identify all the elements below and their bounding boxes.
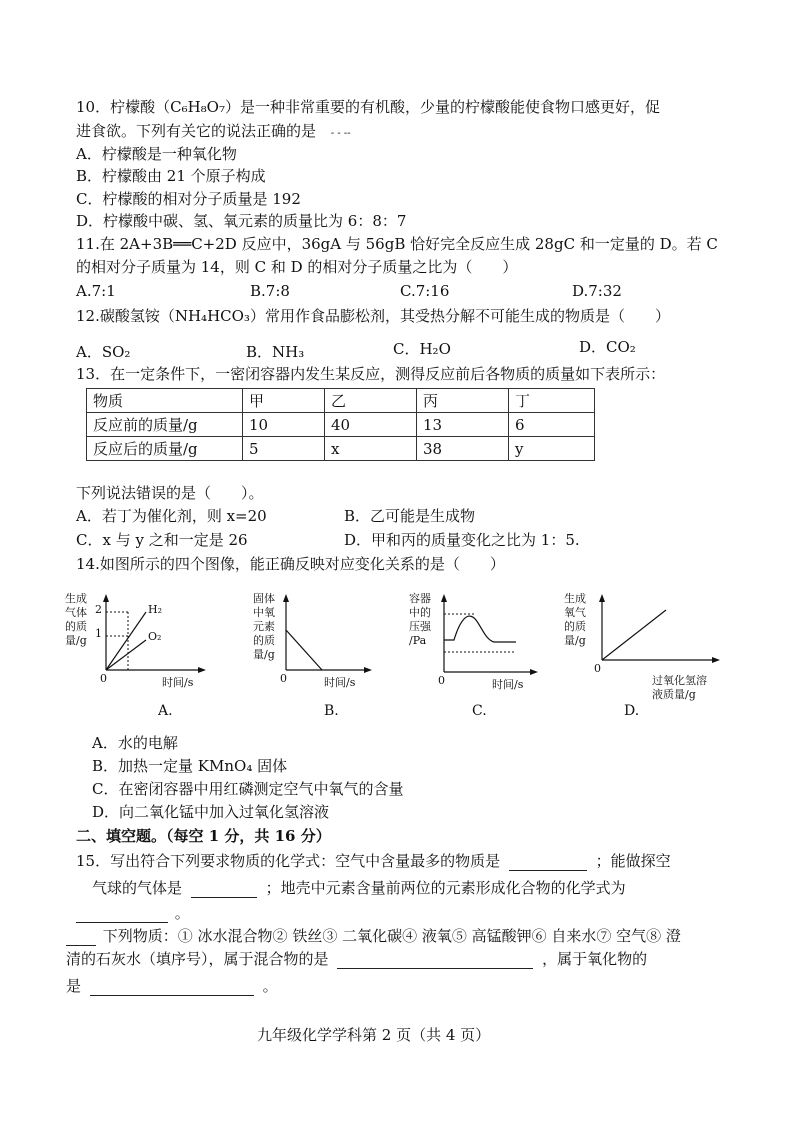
q15-line2-tail: ；地壳中元素含量前两位的元素形成化合物的化学式为 [265,879,626,897]
q16-line3 [66,976,278,996]
graph-d-xlabel-2: 液质量/g [652,688,696,701]
graph-a-ylabel-2: 气体 [65,606,87,619]
table-row [87,413,595,437]
graph-d-plot [560,590,730,690]
q13-stem: 13．在一定条件下，一密闭容器内发生某反应，测得反应前后各物质的质量如下表所示： [76,365,666,383]
q16-line3-end: 。 [262,977,278,995]
table-cell: x [325,437,417,461]
table-cell: 10 [243,413,325,437]
graph-b-ylabel-1: 固体 [253,592,275,605]
q14-option-b: B．加热一定量 KMnO₄ 固体 [92,757,288,775]
graph-b-y-arrow [283,594,289,602]
q11-option-a: A.7:1 [76,282,116,300]
graph-d-xlabel-1: 过氧化氢溶 [652,674,707,687]
q15-line1 [76,851,671,871]
q15-line2 [92,878,626,898]
q15-line1-tail: ；能做探空 [595,852,671,870]
q11-option-c: C.7:16 [400,282,450,300]
q15-line2-text: 气球的气体是 [92,879,183,897]
q10-option-c: C．柠檬酸的相对分子质量是 192 [76,190,301,208]
graph-d-letter: D. [624,703,640,719]
q10-stem-line1: 10．柠檬酸（C₆H₈O₇）是一种非常重要的有机酸，少量的柠檬酸能使食物口感更好，促 [76,98,660,116]
table-cell: 38 [417,437,509,461]
table-cell: 反应前的质量/g [87,413,243,437]
graph-d-curve [602,610,666,660]
table-header-row [87,389,595,413]
q15-blank-1[interactable] [509,855,587,871]
table-cell: 丁 [509,389,595,413]
q10-option-a: A．柠檬酸是一种氧化物 [76,145,237,163]
graph-c-origin: 0 [438,674,445,687]
graph-b-ylabel-4: 的质 [253,634,275,647]
q16-line2-tail: ，属于氧化物的 [542,950,648,968]
q13-option-d: D．甲和丙的质量变化之比为 1：5. [344,531,580,549]
q15-blank-3[interactable] [76,907,168,923]
graph-c-xlabel: 时间/s [492,678,524,691]
graph-a-ylabel-1: 生成 [65,592,87,605]
graph-d-ylabel-2: 氧气 [564,606,586,619]
graph-b-ylabel-3: 元素 [253,620,275,633]
graph-c-curve [444,616,516,642]
graph-a-tick-2: 2 [95,603,102,616]
q15-line1-text: 15．写出符合下列要求物质的化学式：空气中含量最多的物质是 [76,852,501,870]
graph-a-xlabel: 时间/s [162,676,194,689]
graph-c-ylabel-4: /Pa [409,634,427,647]
graph-a-ylabel-4: 量/g [65,634,87,647]
q15-blank-2[interactable] [191,882,257,898]
q13-mass-table [86,388,595,461]
q14-option-c: C．在密闭容器中用红磷测定空气中氧气的含量 [92,780,404,798]
table-cell: 反应后的质量/g [87,437,243,461]
table-cell: 40 [325,413,417,437]
graph-c-ylabel-2: 中的 [409,606,431,619]
graph-a [62,590,212,719]
graph-c-x-arrow [530,669,538,675]
graph-c-y-arrow [441,594,447,602]
graph-c-ylabel-3: 压强 [409,620,431,633]
table-cell: 6 [509,413,595,437]
q16-line1 [66,926,681,946]
graph-a-ylabel-3: 的质 [65,620,87,633]
table-cell: 甲 [243,389,325,413]
graph-d-y-arrow [599,594,605,602]
q13-question: 下列说法错误的是（ ）。 [76,484,264,502]
q12-option-c: C．H₂O [393,340,451,358]
q13-option-c: C．x 与 y 之和一定是 26 [76,531,248,549]
q16-blank-oxide[interactable] [90,980,254,996]
q15-line3 [76,903,190,923]
section-title: 二、填空题。（每空 1 分，共 16 分） [76,827,331,845]
graph-b [250,590,380,719]
q16-line1-text: 下列物质：① 冰水混合物② 铁丝③ 二氧化碳④ 液氧⑤ 高锰酸钾⑥ 自来水⑦ 空气⑧ 澄 [102,927,681,945]
graph-c-letter: C. [472,703,487,719]
q12-option-b: B．NH₃ [246,343,305,361]
q10-stem-tail: - - -- [330,128,351,139]
graph-a-o2-label: O₂ [148,630,162,643]
q11-option-d: D.7:32 [572,282,622,300]
graph-a-o2-line [106,640,146,670]
graph-a-x-arrow [198,667,206,673]
q13-option-b: B．乙可能是生成物 [344,507,476,525]
graph-b-origin: 0 [280,672,287,685]
q16-line3-text: 是 [66,977,82,995]
page-footer: 九年级化学学科第 2 页（共 4 页） [257,1026,491,1044]
table-cell: 乙 [325,389,417,413]
table-cell: 物质 [87,389,243,413]
graph-c [404,590,544,719]
graph-d-ylabel-3: 的质 [564,620,586,633]
q10-stem-text: 进食欲。下列有关它的说法正确的是 [76,122,317,140]
graph-b-curve [286,630,322,670]
graph-a-plot [62,590,212,690]
graph-a-y-arrow [103,594,109,602]
q11-stem-line1: 11.在 2A+3B══C+2D 反应中，36gA 与 56gB 恰好完全反应生成 28gC 和一定量的 D。若 C [76,235,718,253]
q15-line3-end: 。 [174,904,190,922]
q11-stem-line2: 的相对分子质量为 14，则 C 和 D 的相对分子质量之比为（ ） [76,258,518,276]
q16-blank-mixture[interactable] [337,953,533,969]
q12-option-a: A．SO₂ [76,343,131,361]
table-cell: 丙 [417,389,509,413]
graph-b-ylabel-5: 量/g [253,648,275,661]
table-row [87,437,595,461]
q14-stem: 14.如图所示的四个图像，能正确反映对应变化关系的是（ ） [76,555,505,573]
graph-a-origin: 0 [100,672,107,685]
table-cell: y [509,437,595,461]
graph-b-letter: B. [324,703,339,719]
q16-number-blank [66,932,96,946]
q16-line2-text: 清的石灰水（填序号），属于混合物的是 [66,950,329,968]
graph-b-x-arrow [364,667,372,673]
table-cell: 5 [243,437,325,461]
table-cell: 13 [417,413,509,437]
graph-a-letter: A. [158,703,173,719]
graph-d-origin: 0 [594,662,601,675]
graph-d-ylabel-1: 生成 [564,592,586,605]
q10-option-d: D．柠檬酸中碳、氢、氧元素的质量比为 6：8：7 [76,212,407,230]
q16-line2 [66,949,647,969]
q11-option-b: B.7:8 [250,282,290,300]
graph-d [560,590,730,719]
q10-stem-line2 [76,121,351,144]
graph-d-ylabel-4: 量/g [564,634,586,647]
graph-a-tick-1: 1 [95,627,102,640]
graph-b-plot [250,590,380,690]
q14-option-d: D．向二氧化锰中加入过氧化氢溶液 [92,803,330,821]
graph-c-plot [404,590,544,690]
q13-option-a: A．若丁为催化剂，则 x=20 [76,507,267,525]
graph-d-x-arrow [712,657,720,663]
graph-a-h2-line [106,612,146,670]
graph-b-ylabel-2: 中氧 [253,606,275,619]
q12-stem: 12.碳酸氢铵（NH₄HCO₃）常用作食品膨松剂，其受热分解不可能生成的物质是（ ） [76,307,670,325]
graph-a-h2-label: H₂ [148,603,163,616]
q14-option-a: A．水的电解 [92,734,178,752]
graph-b-xlabel: 时间/s [324,676,356,689]
graph-c-ylabel-1: 容器 [409,592,431,605]
q12-option-d: D．CO₂ [579,338,636,356]
q10-option-b: B．柠檬酸由 21 个原子构成 [76,167,266,185]
